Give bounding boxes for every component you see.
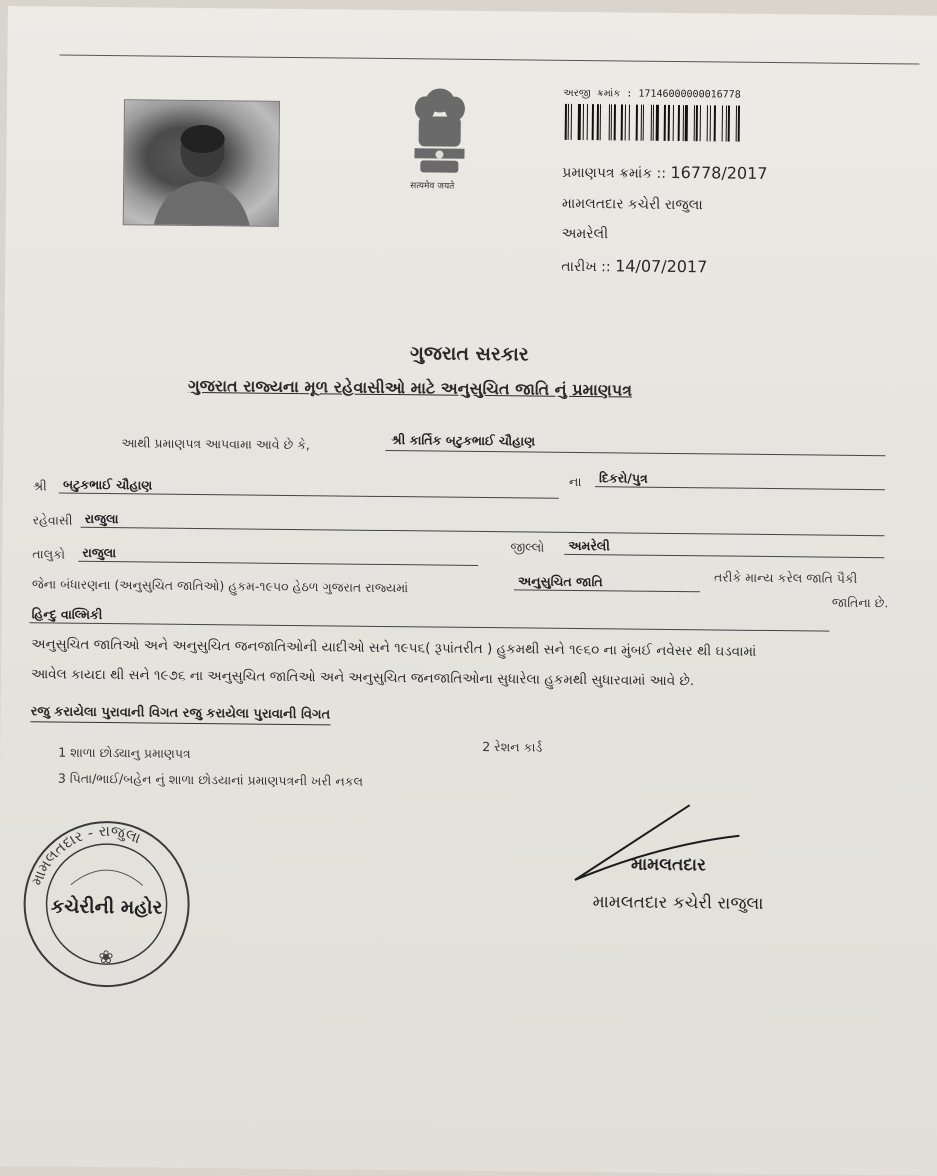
emblem-caption: सत्यमेव जयते [410, 181, 455, 192]
barcode-bar [571, 104, 572, 140]
barcode-bar [565, 104, 567, 140]
holder-name-line [385, 450, 885, 456]
barcode-bar [678, 105, 680, 141]
barcode-bar [738, 106, 740, 142]
barcode-bar [592, 104, 594, 140]
taluka-line [78, 561, 478, 566]
legal-paragraph-line-1: અનુસુચિત જાતિઓ અને અનુસુચિત જનજાતિઓની યાદીઓ સને ૧૯૫૬( રૂપાંતરીત ) હુકમથી સને ૧૯૬૦ ના મુંબઈ નવેસર થી ઘડવામાં [31, 636, 757, 660]
top-border [59, 55, 919, 65]
seal-center-text: કચેરીની મહોર [50, 895, 163, 919]
certificate-number-row [562, 162, 767, 183]
document-item: 1 શાળા છોડ્યાનુ પ્રમાણપત્ર [58, 744, 191, 761]
barcode-bar [685, 105, 688, 141]
documents-heading: રજુ કરાયેલા પુરાવાની વિગત રજુ કરાયેલા પુરાવાની વિગત [31, 704, 331, 725]
barcode-bar [664, 105, 666, 141]
resident-value: રાજુલા [84, 510, 119, 527]
district-line [564, 554, 884, 558]
barcode-bar [614, 104, 616, 140]
barcode-bar [714, 105, 716, 141]
issuing-district: અમરેલી [561, 225, 609, 243]
office-seal [20, 814, 194, 994]
signatory-office: મામલતદાર કચેરી રાજુલા [592, 892, 764, 914]
barcode-bar [643, 105, 644, 141]
barcode-bar [668, 105, 670, 141]
relation-line [595, 486, 885, 490]
issue-date: 14/07/2017 [615, 256, 708, 277]
barcode-bar [646, 105, 648, 141]
barcode-bar [700, 105, 701, 141]
barcode-bar [707, 105, 708, 141]
shri-label: શ્રી [32, 478, 47, 494]
document-item: 3 પિતા/ભાઈ/બહેન નું શાળા છોડયાનાં પ્રમાણપત્રની ખરી નકલ [57, 770, 364, 789]
resident-label: રહેવાસી [32, 512, 73, 528]
relation: દિકરો/પુત્ર [599, 470, 648, 486]
district-value: અમરેલી [568, 537, 610, 554]
father-name-line [59, 493, 559, 499]
legal-paragraph-line-2: આવેલ કાયદા થી સને ૧૯૭૬ ના અનુસુચિત જાતિઓ અને અનુસુચિત જનજાતિઓના સુધારેલા હુકમથી સુધારવામાં આવે છે. [30, 666, 695, 690]
barcode-bar [710, 105, 711, 141]
holder-name: શ્રી કાર્તિક બટુકભાઈ ચૌહાણ [391, 432, 536, 449]
barcode-bar [625, 104, 626, 140]
applicant-photo [123, 99, 280, 227]
resident-line [81, 527, 885, 536]
barcode-bar [631, 105, 634, 141]
taluka-value: રાજુલા [82, 544, 117, 561]
signature-mark [569, 794, 760, 892]
barcode-bar [621, 104, 623, 140]
svg-text:મામલતદાર - રાજુલા [27, 821, 143, 889]
barcode-bar [611, 104, 612, 140]
district-label: જીલ્લો [510, 539, 545, 555]
barcode-bar [636, 105, 638, 141]
caste-category: અનુસુચિત જાતિ [517, 573, 603, 590]
barcode-bar [600, 104, 601, 140]
order-text: જેના બંધારણના (અનુસુચિત જાતિઓ) હુકમ-૧૯૫૦ હેઠળ ગુજરાત રાજ્યમાં [31, 576, 409, 596]
issuing-office: મામલતદાર કચેરી રાજુલા [561, 195, 703, 214]
barcode-bar [589, 104, 590, 140]
barcode-bar [656, 105, 659, 141]
certificate-sheet [0, 6, 937, 1176]
barcode-bar [732, 106, 733, 142]
barcode-bar [690, 105, 691, 141]
signatory-title: મામલતદાર [630, 854, 706, 876]
issue-date-label: તારીખ :: [561, 258, 611, 276]
barcode-bar [603, 104, 606, 140]
intro-label: આથી પ્રમાણપત્ર આપવામા આવે છે કે, [121, 435, 311, 453]
certificate-number-label: પ્રમાણપત્ર ક્રમાંક :: [562, 164, 667, 182]
government-title: ગુજરાત સરકાર [409, 342, 529, 366]
application-number: અરજી ક્રમાંક : 17146000000016778 [563, 87, 741, 101]
caste-suffix: જાતિના છે. [831, 594, 889, 611]
caste-value: હિન્દુ વાલ્મિકી [31, 606, 103, 623]
certificate-number: 16778/2017 [670, 162, 768, 183]
barcode-bar [583, 104, 584, 140]
issue-date-row [561, 256, 707, 277]
category-line [514, 589, 700, 592]
caste-line [30, 622, 830, 631]
barcode-bar [653, 105, 654, 141]
barcode-bar [717, 105, 720, 141]
taluka-label: તાલુકો [32, 546, 66, 562]
barcode-bar [578, 104, 581, 140]
barcode-bar [568, 104, 569, 140]
barcode-bar [722, 105, 723, 141]
barcode-bar [575, 104, 577, 140]
certificate-title: ગુજરાત રાજ્યના મૂળ રહેવાસીઓ માટે અનુસુચિત જાતિ નું પ્રમાણપત્ર [187, 375, 633, 400]
barcode-bar [597, 104, 599, 140]
barcode [565, 104, 761, 142]
recognized-text: તરીકે માન્ય કરેલ જાતિ પૈકી [713, 569, 858, 586]
barcode-bar [704, 105, 706, 141]
barcode-bar [675, 105, 676, 141]
national-emblem-icon [404, 78, 475, 179]
document-item: 2 રેશન કાર્ડ [482, 739, 543, 755]
barcode-bar [728, 106, 730, 142]
seal-ornament-icon: ❀ [98, 947, 114, 969]
barcode-bar [696, 105, 698, 141]
seal-ring-text: મામલતદાર - રાજુલા [27, 821, 144, 888]
father-name: બટુકભાઈ ચૌહાણ [62, 476, 153, 493]
of-label: ના [568, 473, 582, 490]
